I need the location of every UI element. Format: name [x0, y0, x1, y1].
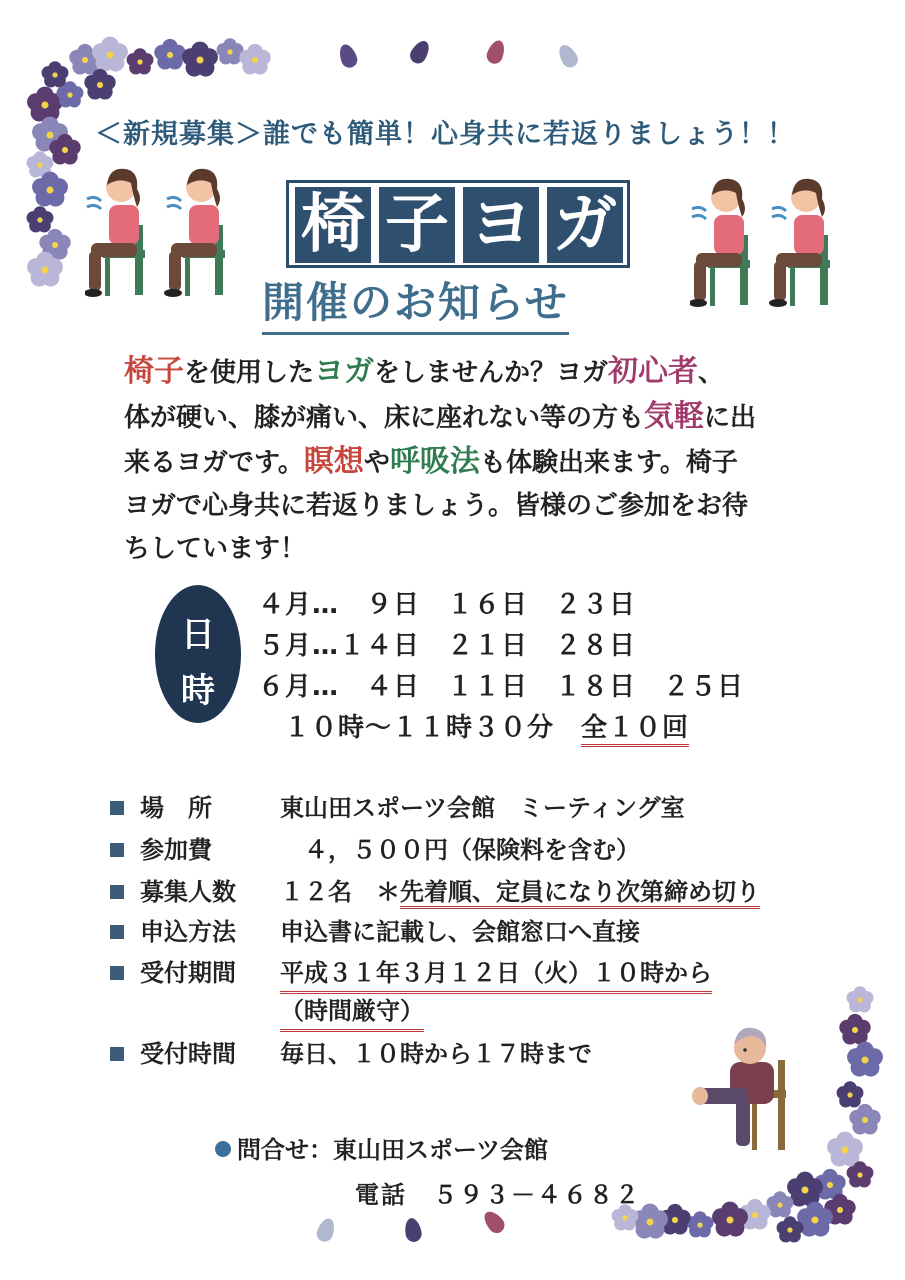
- square-bullet-icon: [110, 843, 124, 857]
- schedule-time: １０時～１１時３０分: [284, 713, 555, 743]
- intro-text: 体が硬い、膝が痛い、床に座れない等の方も: [124, 403, 645, 433]
- info-value: ４，５００円（保険料を含む）: [280, 836, 640, 864]
- subtitle: ＜新規募集＞誰でも簡単！心身共に若返りましょう！！: [95, 119, 795, 150]
- highlight-meditation: 瞑想: [303, 444, 364, 479]
- women-breathing-right-icon: [690, 165, 855, 315]
- schedule-time-row: [258, 708, 744, 749]
- intro-line: [124, 440, 794, 485]
- petal-icon: [403, 1217, 423, 1243]
- title-char: 子: [379, 187, 455, 263]
- info-label: 申込方法: [140, 918, 236, 946]
- schedule-badge: [155, 585, 241, 723]
- bullet-dot-icon: [215, 1141, 231, 1157]
- petal-icon: [314, 1216, 337, 1244]
- square-bullet-icon: [110, 925, 124, 939]
- intro-line: [124, 395, 794, 440]
- intro-text: や: [363, 448, 390, 478]
- intro-text: も体験出来ます。椅子: [479, 448, 738, 478]
- contact-label: 問合せ：東山田スポーツ会館: [237, 1136, 549, 1164]
- square-bullet-icon: [110, 1047, 124, 1061]
- info-value-underlined: 平成３１年３月１２日（火）１０時から: [280, 955, 712, 994]
- petal-icon: [555, 42, 581, 71]
- info-label: 受付時間: [140, 1040, 236, 1068]
- square-bullet-icon: [110, 801, 124, 815]
- square-bullet-icon: [110, 966, 124, 980]
- women-breathing-left-icon: [85, 155, 250, 305]
- intro-paragraph: [124, 350, 794, 571]
- intro-line: ヨガで心身共に若返りましょう。皆様のご参加をお待: [124, 491, 749, 521]
- info-value: 東山田スポーツ会館 ミーティング室: [280, 794, 685, 822]
- contact-line: [215, 1130, 548, 1165]
- contact-phone: 電話 ５９３－４６８２: [355, 1181, 641, 1209]
- badge-char: 日: [181, 615, 215, 655]
- square-bullet-icon: [110, 885, 124, 899]
- petal-icon: [336, 42, 359, 70]
- highlight-chair: 椅子: [124, 354, 184, 389]
- info-label: 受付期間: [140, 959, 236, 987]
- elderly-woman-exercise-icon: [690, 1020, 800, 1155]
- info-label: 募集人数: [140, 878, 236, 906]
- intro-line: ちしています！: [124, 534, 307, 564]
- intro-line: [124, 350, 794, 395]
- info-label: 参加費: [140, 836, 212, 864]
- schedule-may: ５月…１４日 ２１日 ２８日: [258, 631, 637, 661]
- title-char: ヨ: [463, 187, 539, 263]
- info-value-text: １２名 ＊: [280, 878, 400, 906]
- intro-text: を使用した: [184, 358, 315, 388]
- info-value: 毎日、１０時から１７時まで: [280, 1040, 592, 1068]
- petal-icon: [407, 38, 433, 67]
- highlight-beginner: 初心者: [608, 354, 699, 389]
- highlight-easy: 気軽: [644, 399, 705, 434]
- title-box: [286, 180, 630, 268]
- info-value: 申込書に記載し、会館窓口へ直接: [280, 918, 640, 946]
- schedule-april: ４月… ９日 １６日 ２３日: [258, 590, 637, 620]
- schedule-list: [258, 585, 744, 749]
- intro-text: に出: [704, 403, 757, 433]
- info-label: 場 所: [140, 794, 212, 822]
- intro-text: をしませんか？ヨガ: [374, 358, 609, 388]
- petal-icon: [484, 38, 507, 66]
- title-subheading: 開催のお知らせ: [262, 270, 569, 335]
- info-value-underlined: 先着順、定員になり次第締め切り: [400, 878, 760, 909]
- info-value-underlined: （時間厳守）: [280, 993, 424, 1032]
- title-char: 椅: [295, 187, 371, 263]
- schedule-total: 全１０回: [581, 713, 689, 747]
- schedule-june: ６月… ４日 １１日 １８日 ２５日: [258, 672, 745, 702]
- title-char: ガ: [547, 187, 623, 263]
- highlight-yoga: ヨガ: [314, 354, 375, 389]
- intro-text: 、: [698, 358, 725, 388]
- intro-text: 来るヨガです。: [124, 448, 304, 478]
- petal-icon: [480, 1208, 508, 1237]
- info-value: [280, 874, 760, 910]
- badge-char: 時: [181, 671, 215, 711]
- highlight-breathing: 呼吸法: [389, 444, 480, 479]
